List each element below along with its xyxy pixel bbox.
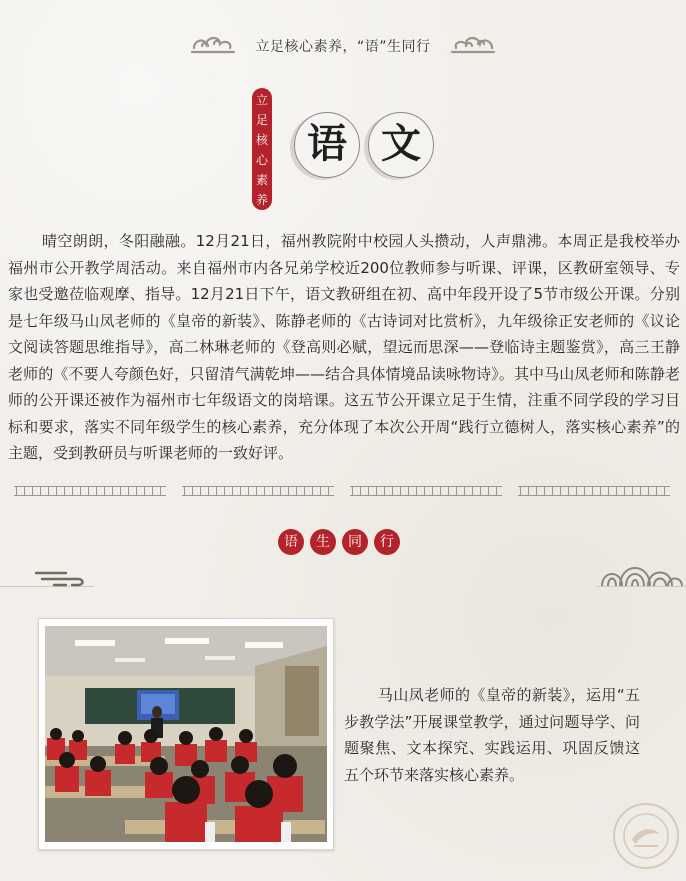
heading-badge: 生 bbox=[310, 529, 336, 555]
heading-badge: 语 bbox=[278, 529, 304, 555]
wave-ornament-icon bbox=[600, 558, 684, 588]
wave-ornament-icon bbox=[32, 567, 94, 589]
tag-char: 养 bbox=[255, 193, 268, 207]
title-char-yu: 语 bbox=[294, 112, 360, 178]
heading-badge: 同 bbox=[342, 529, 368, 555]
divider-segment bbox=[518, 486, 670, 496]
section-heading bbox=[278, 529, 400, 555]
divider-segment bbox=[182, 486, 334, 496]
tag-char: 核 bbox=[255, 133, 268, 147]
body-paragraph: 晴空朗朗，冬阳融融。12月21日，福州教院附中校园人头攒动，人声鼎沸。本周正是我校举办福州市公开教学周活动。来自福州市内各兄弟学校近200位教师参与听课、评课，区教研室领导、专家也受邀莅临观摩、指导。12月21日下午，语文教研组在初、高中年段开设了5节市级公开课。分别是七年级马山凤老师的《皇帝的新装》、陈静老师的《古诗词对比赏析》，九年级徐正安老师的《议论文阅读答题思维指导》，高二林琳老师的《登高则必赋，望远而思深——登临诗主题鉴赏》，高三王静老师的《不要人夸颜色好，只留清气满乾坤——结合具体情境品读咏物诗》。其中马山凤老师和陈静老师的公开课还被作为福州市七年级语文的岗培课。这五节公开课立足于生情，注重不同学段的学习目标和要求，落实不同年级学生的核心素养，充分体现了本次公开周“践行立德树人，落实核心素养”的主题，受到教研员与听课老师的一致好评。 bbox=[8, 232, 680, 462]
vertical-tag bbox=[252, 88, 272, 210]
classroom-photo-image bbox=[45, 626, 327, 842]
meander-divider bbox=[14, 486, 670, 498]
tag-char: 足 bbox=[255, 113, 268, 127]
tag-char: 素 bbox=[255, 173, 268, 187]
title-char-wen: 文 bbox=[368, 112, 434, 178]
divider-segment bbox=[14, 486, 166, 496]
cloud-ornament-icon bbox=[448, 30, 496, 56]
photo-caption: 马山凤老师的《皇帝的新装》，运用“五步教学法”开展课堂教学，通过问题导学、问题聚焦、文本探究、实践运用、巩固反馈这五个环节来落实核心素养。 bbox=[344, 686, 640, 784]
tag-char: 心 bbox=[255, 153, 268, 167]
header-title: 立足核心素养，“语”生同行 bbox=[255, 39, 431, 55]
divider-segment bbox=[350, 486, 502, 496]
classroom-photo bbox=[45, 626, 327, 842]
header bbox=[0, 30, 686, 58]
tag-char: 立 bbox=[255, 93, 268, 107]
heading-badge: 行 bbox=[374, 529, 400, 555]
school-seal-icon bbox=[612, 802, 680, 870]
photo-frame bbox=[38, 618, 334, 850]
